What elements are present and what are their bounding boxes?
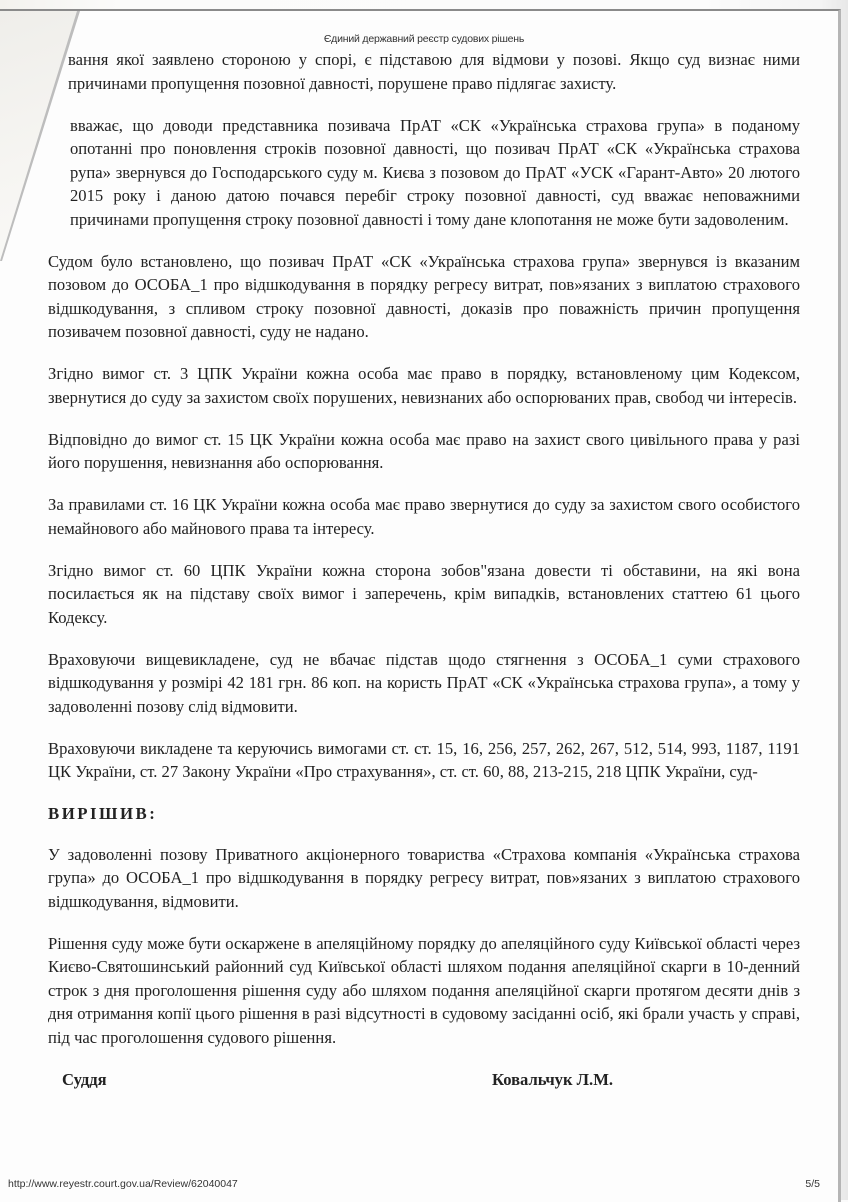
paragraph-4: Згідно вимог ст. 3 ЦПК України кожна особа має право в порядку, встановленому цим Кодексом, звернутися до суду за захистом своїх порушених, невизнаних або оспорюваних прав, свобод чи інтересів. <box>48 364 800 407</box>
footer-url-link[interactable]: http://www.reyestr.court.gov.ua/Review/62040047 <box>8 1178 238 1190</box>
judge-name: Ковальчук Л.М. <box>492 1069 614 1089</box>
registry-header-title: Єдиний державний реєстр судових рішень <box>323 33 525 45</box>
judge-role: Суддя <box>62 1069 107 1089</box>
paragraph-2: вважає, що доводи представника позивача ПрАТ «СК «Українська страхова група» в поданому опотанні про поновлення строків позовної давності, що позивач ПрАТ «СК «Українська страхова рупа» звернувся до Господарського суду м. Києва з позовом до ПрАТ «УСК «Гарант-Авто» 20 лютого 2015 року і даною датою почався перебіг строку позовної давності, суд вважає неповажними причинами пропущення строку позовної давності і тому дане клопотання не може бути задоволеним. <box>70 115 800 229</box>
decision-paragraph-1: У задоволенні позову Приватного акціонерного товариства «Страхова компанія «Українська страхова група» до ОСОБА_1 про відшкодування в порядку регресу витрат, пов»язаних з виплатою страхового відшкодування, відмовити. <box>48 844 800 911</box>
decision-heading: ВИРІШИВ: <box>48 804 158 823</box>
paragraph-9: Враховуючи викладене та керуючись вимогами ст. ст. 15, 16, 256, 257, 262, 267, 512, 514, 993, 1187, 1191 ЦК України, ст. 27 Закону України «Про страхування», ст. ст. 60, 88, 213-215, 218 ЦПК України, суд- <box>48 738 800 781</box>
paragraph-1: вання якої заявлено стороною у спорі, є підставою для відмови у позові. Якщо суд визнає ними причинами пропущення позовної давності, порушене право підлягає захисту. <box>68 50 800 93</box>
document-body <box>48 48 800 1091</box>
decision-paragraph-2: Рішення суду може бути оскаржене в апеляційному порядку до апеляційного суду Київської області через Києво-Святошинський районний суд Київської області шляхом подання апеляційної скарги в 10-денний строк з дня проголошення рішення суду або шляхом подання апеляційної скарги протягом десяти днів з дня отримання копії цього рішення в разі відсутності в судовому засіданні осіб, які брали участь у справі, під час проголошення судового рішення. <box>48 933 800 1047</box>
paragraph-7: Згідно вимог ст. 60 ЦПК України кожна сторона зобов"язана довести ті обставини, на які вона посилається як на підставу своїх вимог і заперечень, крім випадків, встановлених статтею 61 цього Кодексу. <box>48 560 800 627</box>
page-number: 5/5 <box>805 1178 820 1190</box>
paragraph-6: За правилами ст. 16 ЦК України кожна особа має право звернутися до суду за захистом свого особистого немайнового або майнового права та інтересу. <box>48 495 800 538</box>
signature-block <box>48 1068 800 1092</box>
paragraph-5: Відповідно до вимог ст. 15 ЦК України кожна особа має право на захист свого цивільного права у разі його порушення, невизнання або оспорювання. <box>48 429 800 472</box>
paragraph-3: Судом було встановлено, що позивач ПрАТ «СК «Українська страхова група» звернувся із вказаним позовом до ОСОБА_1 про відшкодування в порядку регресу витрат, пов»язаних з виплатою страхового відшкодування, з спливом строку позовної давності, доказів про поважність причин пропущення позивачем позовної давності, суду не надано. <box>48 251 800 341</box>
paragraph-8: Враховуючи вищевикладене, суд не вбачає підстав щодо стягнення з ОСОБА_1 суми страхового відшкодування у розмірі 42 181 грн. 86 коп. на користь ПрАТ «СК «Українська страхова група», а тому у задоволенні позову слід відмовити. <box>48 649 800 716</box>
